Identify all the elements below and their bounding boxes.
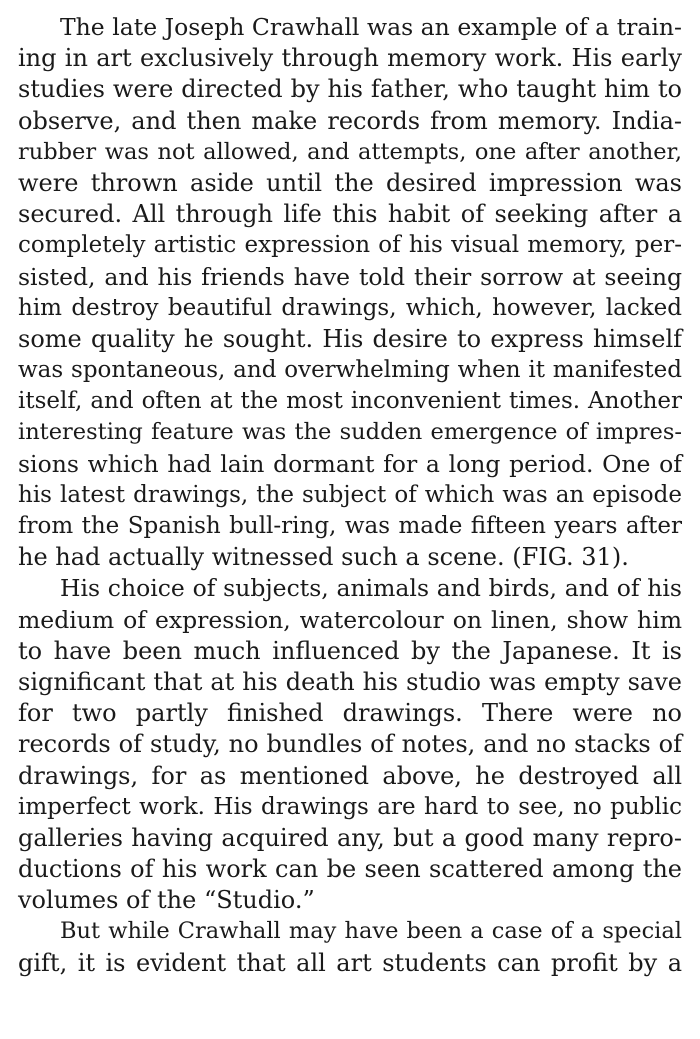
text-line: him destroy beautiful drawings, which, however, lacked [18,294,682,321]
text-line: for two partly finished drawings. There were no [18,699,682,728]
text-line: His choice of subjects, animals and birds, and of his [60,574,682,603]
text-line: studies were directed by his father, who taught him to [18,75,682,104]
book-page [18,12,682,979]
text-line: completely artistic expression of his visual memory, per- [18,232,682,259]
text-line: ing in art exclusively through memory work. His early [18,44,682,73]
text-line: gift, it is evident that all art students can profit by a [18,948,682,977]
text-line: sions which had lain dormant for a long period. One of [18,449,682,478]
paragraph-3 [18,916,682,978]
text-line: records of study, no bundles of notes, and no stacks of [18,730,682,759]
text-line: sisted, and his friends have told their sorrow at seeing [18,262,682,291]
text-line: significant that at his death his studio was empty save [18,667,682,696]
text-line: his latest drawings, the subject of which was an episode [18,481,682,508]
text-line: imperfect work. His drawings are hard to see, no public [18,793,682,820]
text-line: ductions of his work can be seen scattered among the [18,855,682,884]
text-line: drawings, for as mentioned above, he destroyed all [18,761,682,790]
text-line: from the Spanish bull-ring, was made fifteen years after [18,513,682,539]
text-line: itself, and often at the most inconvenient times. Another [18,388,682,415]
text-line: observe, and then make records from memory. India- [18,106,682,135]
text-line: galleries having acquired any, but a good many repro- [18,823,682,852]
text-line: to have been much influenced by the Japanese. It is [18,636,682,665]
text-line-figure-ref: he had actually witnessed such a scene. (FIG. 31). [18,543,629,572]
text-line: The late Joseph Crawhall was an example of a train- [60,13,682,41]
text-line: rubber was not allowed, and attempts, one after another, [18,138,682,165]
text-line: interesting feature was the sudden emergence of impres- [18,419,682,446]
paragraph-2 [18,573,682,916]
paragraph-1 [18,12,682,573]
text-line: some quality he sought. His desire to express himself [18,324,682,353]
text-line: But while Crawhall may have been a case of a special [60,918,682,945]
text-line: medium of expression, watercolour on linen, show him [18,605,682,634]
text-line: secured. All through life this habit of seeking after a [18,200,682,229]
text-line: were thrown aside until the desired impression was [18,168,682,197]
text-line: volumes of the “Studio.” [18,886,315,915]
text-line: was spontaneous, and overwhelming when it manifested [18,357,682,384]
